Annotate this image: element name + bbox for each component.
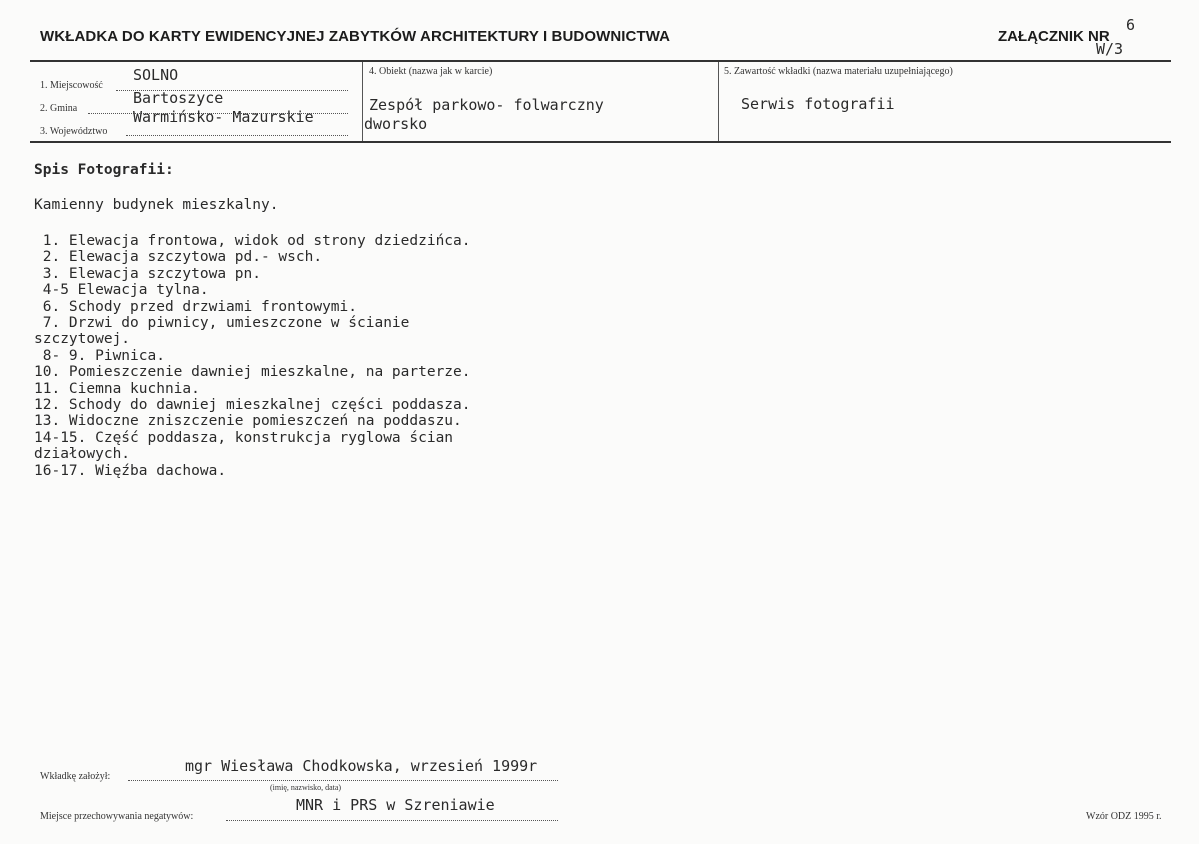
photo-list-heading: Spis Fotografii: [34, 162, 174, 178]
voivodeship-value: Warmińsko- Mazurskie [133, 108, 314, 126]
author-dots [128, 780, 558, 781]
list-item: szczytowej. [34, 331, 131, 348]
list-item: 7. Drzwi do piwnicy, umieszczone w ścianie [34, 315, 410, 332]
commune-value: Bartoszyce [133, 89, 224, 107]
bottom-rule [30, 141, 1171, 143]
author-hint: (imię, nazwisko, data) [270, 783, 342, 792]
list-item: 4-5 Elewacja tylna. [34, 282, 209, 299]
object-label: 4. Obiekt (nazwa jak w karcie) [369, 66, 493, 77]
column-divider-1 [362, 62, 363, 141]
content-value: Serwis fotografii [741, 95, 895, 113]
column-divider-2 [718, 62, 719, 141]
list-item: 2. Elewacja szczytowa pd.- wsch. [34, 249, 323, 266]
list-item: 1. Elewacja frontowa, widok od strony dziedzińca. [34, 233, 471, 249]
list-item: 13. Widoczne zniszczenie pomieszczeń na poddaszu. [34, 413, 462, 430]
object-value-line2: dworsko [364, 115, 428, 133]
town-value: SOLNO [133, 66, 179, 84]
photo-list [34, 233, 471, 479]
list-item: 8- 9. Piwnica. [34, 347, 165, 364]
list-item: działowych. [34, 446, 131, 463]
town-label: 1. Miejscowość [40, 80, 103, 91]
list-item: 3. Elewacja szczytowa pn. [34, 265, 261, 282]
voivodeship-dots [126, 135, 348, 136]
top-rule [30, 60, 1171, 62]
storage-label: Miejsce przechowywania negatywów: [40, 811, 194, 822]
list-item: 6. Schody przed drzwiami frontowymi. [34, 298, 358, 315]
annex-label: ZAŁĄCZNIK NR [998, 28, 1110, 45]
object-value-line1: Zespół parkowo- folwarczny [369, 96, 604, 114]
annex-code: W/3 [1096, 40, 1124, 58]
list-item: 14-15. Część poddasza, konstrukcja ryglowa ścian [34, 429, 454, 446]
author-label: Wkładkę założył: [40, 771, 111, 782]
storage-value: MNR i PRS w Szreniawie [296, 796, 495, 814]
author-value: mgr Wiesława Chodkowska, wrzesień 1999r [185, 757, 538, 775]
photo-list-subject: Kamienny budynek mieszkalny. [34, 197, 279, 213]
commune-label: 2. Gmina [40, 103, 78, 114]
storage-dots [226, 820, 558, 821]
list-item: 16-17. Więźba dachowa. [34, 462, 227, 479]
list-item: 10. Pomieszczenie dawniej mieszkalne, na parterze. [34, 364, 471, 381]
form-title: WKŁADKA DO KARTY EWIDENCYJNEJ ZABYTKÓW ARCHITEKTURY I BUDOWNICTWA [40, 28, 671, 45]
list-item: 11. Ciemna kuchnia. [34, 380, 200, 397]
content-label: 5. Zawartość wkładki (nazwa materiału uzupełniającego) [724, 66, 953, 77]
template-note: Wzór ODZ 1995 r. [1086, 811, 1162, 822]
annex-number: 6 [1126, 16, 1136, 34]
list-item: 12. Schody do dawniej mieszkalnej części poddasza. [34, 397, 471, 414]
voivodeship-label: 3. Województwo [40, 126, 108, 137]
